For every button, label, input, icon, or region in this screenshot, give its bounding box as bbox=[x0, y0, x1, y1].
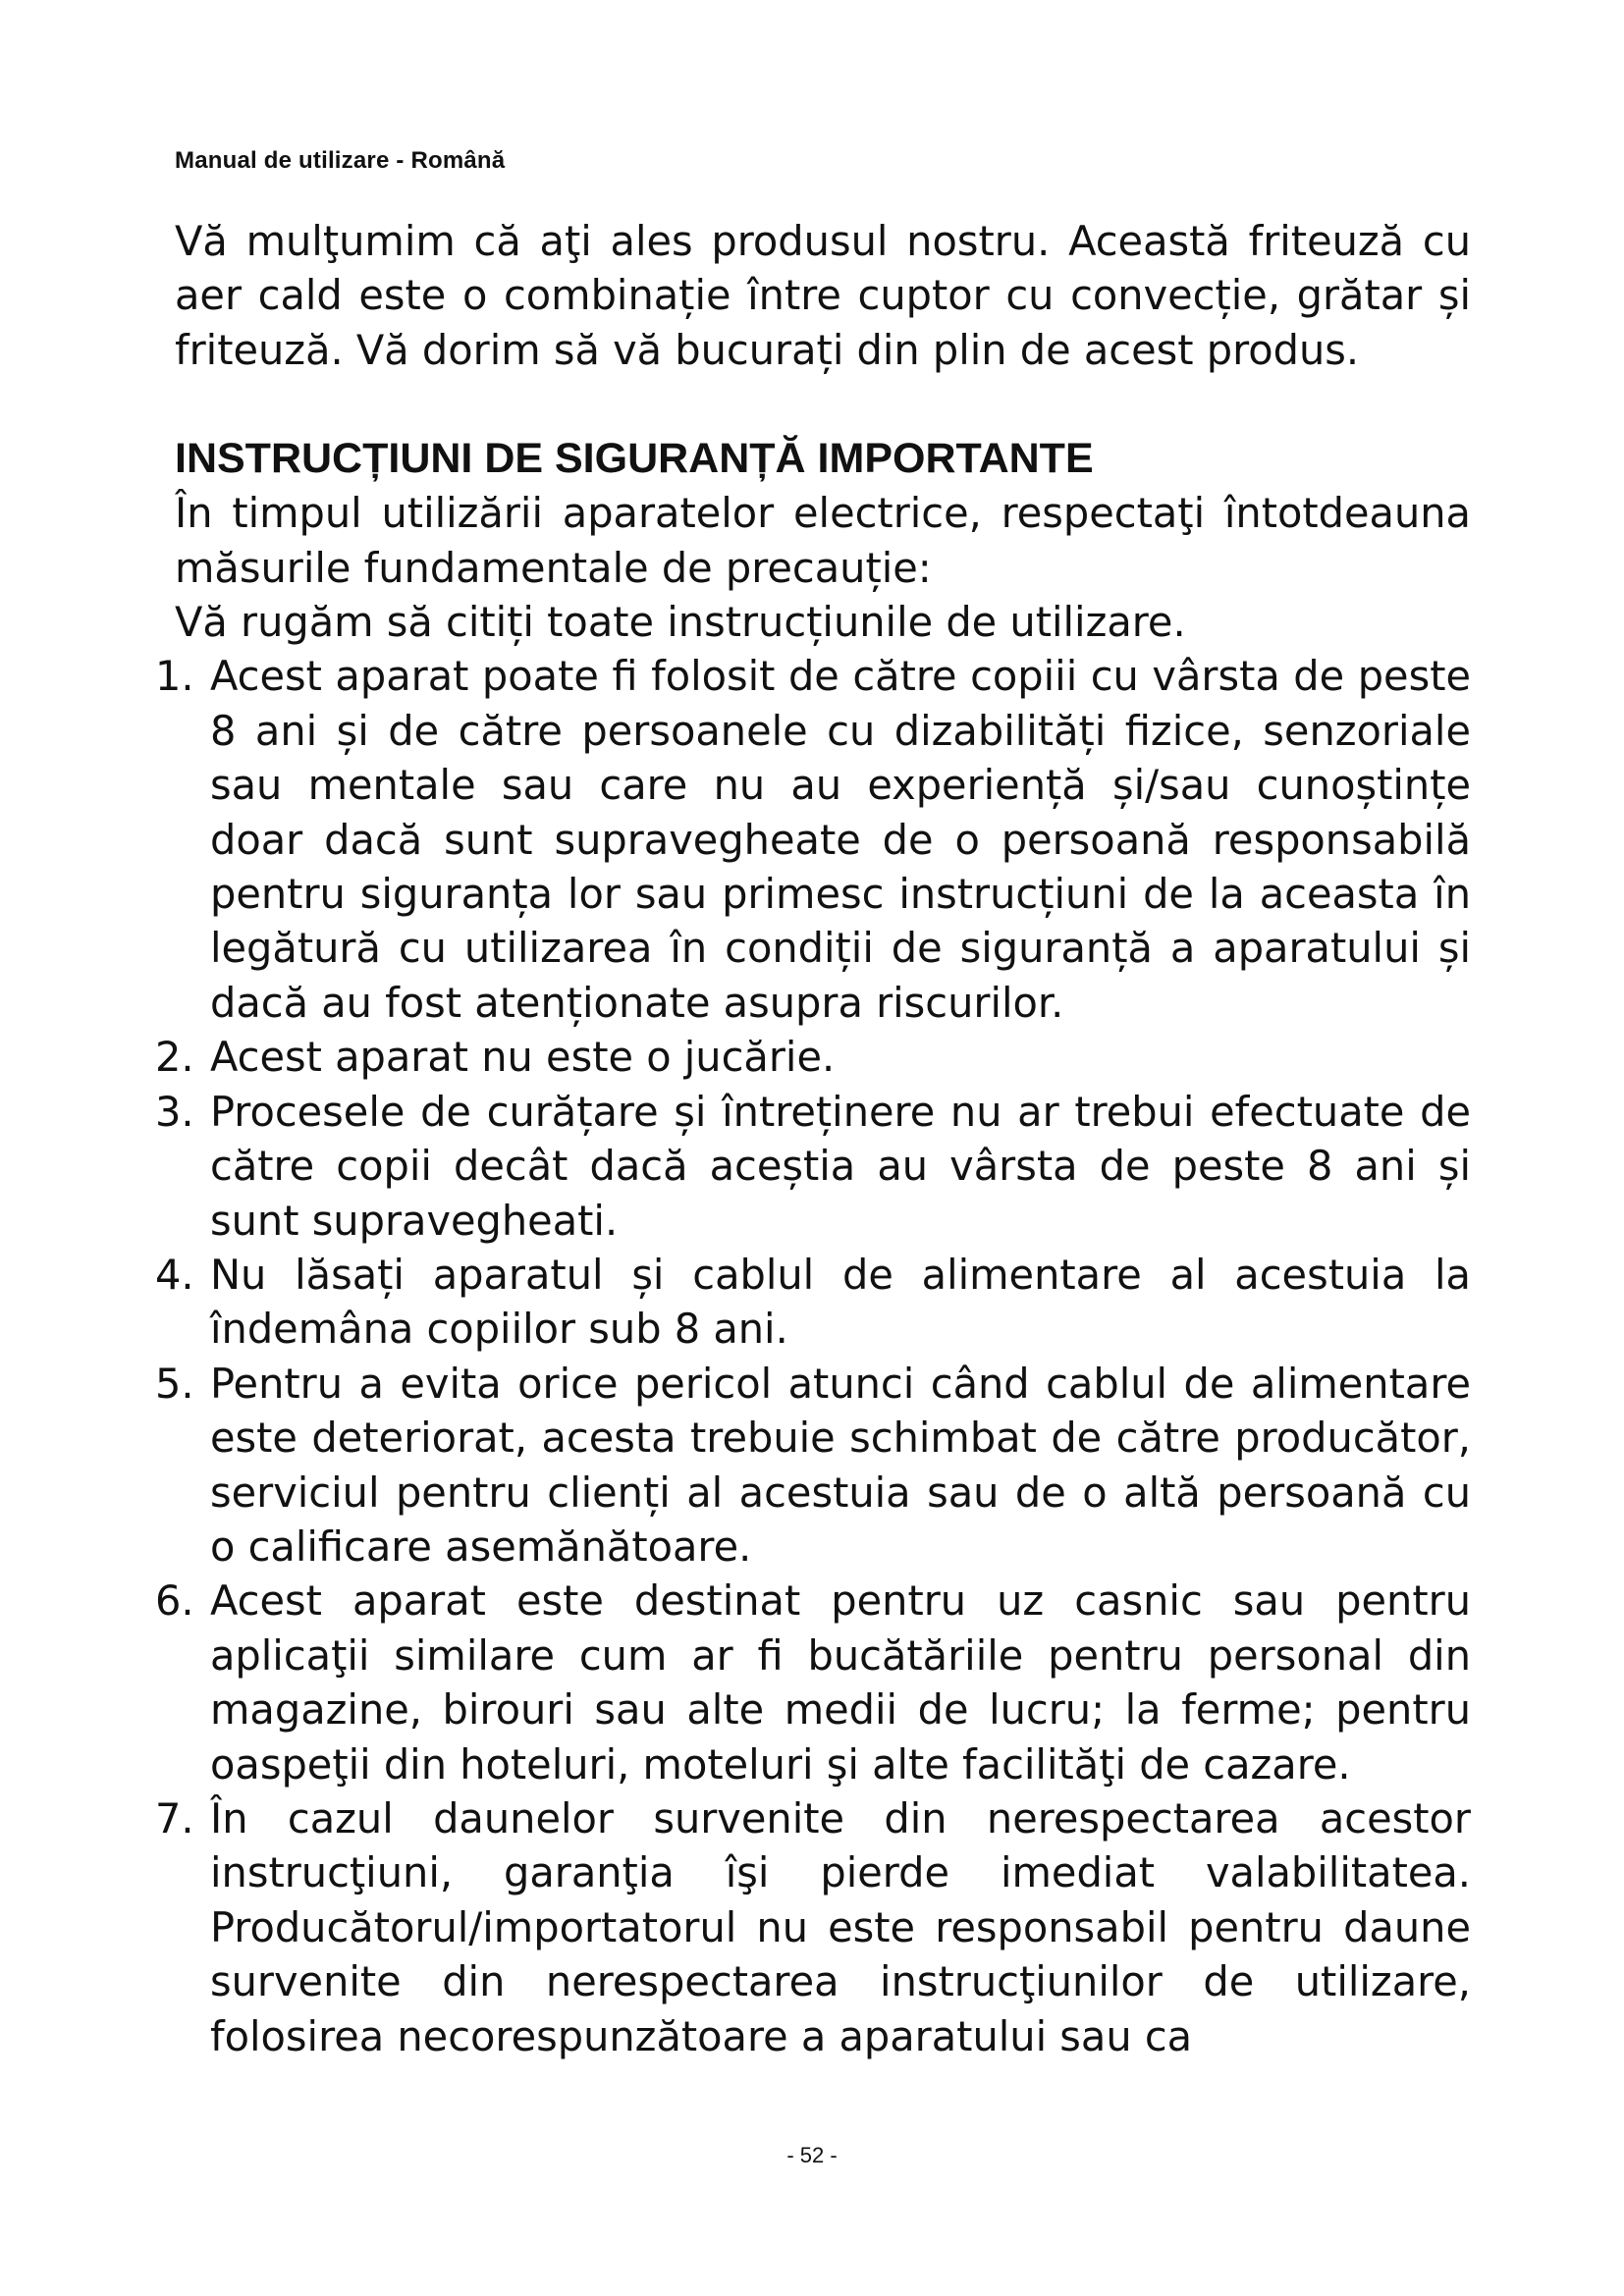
page-content bbox=[155, 214, 1471, 2063]
list-item bbox=[155, 649, 1471, 1030]
list-item-text: Pentru a evita orice pericol atunci când cablul de alimentare este deteriorat, acesta trebuie schimbat de către producător, serviciul pentru clienți al acestuia sau de o altă persoană cu o calificare asemănătoare. bbox=[210, 1359, 1471, 1571]
read-instructions-note: Vă rugăm să citiți toate instrucțiunile de utilizare. bbox=[175, 598, 1186, 647]
list-item-text: Procesele de curățare și întreținere nu ar trebui efectuate de către copii decât dacă aceștia au vârsta de peste 8 ani și sunt supravegheati. bbox=[210, 1087, 1471, 1245]
list-item-number: 4. bbox=[155, 1250, 194, 1299]
list-item-text: Acest aparat este destinat pentru uz casnic sau pentru aplicaţii similare cum ar fi bucătăriile pentru personal din magazine, birouri sau alte medii de lucru; la ferme; pentru oaspeţii din hoteluri, moteluri şi alte facilităţi de cazare. bbox=[210, 1576, 1471, 1789]
list-item-number: 1. bbox=[155, 652, 194, 701]
list-item-number: 7. bbox=[155, 1793, 194, 1842]
list-item bbox=[155, 1574, 1471, 1791]
intro-paragraph: Vă mulţumim că aţi ales produsul nostru. Această friteuză cu aer cald este o combinație între cuptor cu convecție, grătar și friteuză. Vă dorim să vă bucurați din plin de acest produs. bbox=[175, 217, 1471, 374]
list-item bbox=[155, 1248, 1471, 1357]
list-item-number: 5. bbox=[155, 1359, 194, 1408]
list-item-number: 6. bbox=[155, 1576, 194, 1626]
list-item-number: 3. bbox=[155, 1087, 194, 1136]
list-item-number: 2. bbox=[155, 1033, 194, 1082]
list-item-text: În cazul daunelor survenite din nerespectarea acestor instrucţiuni, garanţia îşi pierde imediat valabilitatea. Producătorul/importatorul nu este responsabil pentru daune survenite din nerespectarea instrucţiunilor de utilizare, folosirea necorespunzătoare a aparatului sau ca bbox=[210, 1793, 1471, 2060]
safety-instructions-list bbox=[155, 649, 1471, 2063]
running-header: Manual de utilizare - Română bbox=[175, 147, 506, 174]
page-number: - 52 - bbox=[786, 2143, 838, 2167]
list-item bbox=[155, 1030, 1471, 1084]
safety-lead-paragraph: În timpul utilizării aparatelor electrice, respectaţi întotdeauna măsurile fundamentale de precauție: bbox=[175, 489, 1471, 592]
list-item bbox=[155, 1085, 1471, 1248]
list-item-text: Acest aparat nu este o jucărie. bbox=[210, 1033, 836, 1082]
list-item-text: Acest aparat poate fi folosit de către copiii cu vârsta de peste 8 ani și de către persoanele cu dizabilități fizice, senzoriale sau mentale sau care nu au experiență și/sau cunoștințe doar dacă sunt supravegheate de o persoană responsabilă pentru siguranța lor sau primesc instrucțiuni de la aceasta în legătură cu utilizarea în condiții de siguranță a aparatului și dacă au fost atenționate asupra riscurilor. bbox=[210, 652, 1471, 1027]
list-item-text: Nu lăsați aparatul și cablul de alimentare al acestuia la îndemâna copiilor sub 8 ani. bbox=[210, 1250, 1471, 1354]
list-item bbox=[155, 1357, 1471, 1575]
section-title: INSTRUCȚIUNI DE SIGURANȚĂ IMPORTANTE bbox=[175, 435, 1094, 483]
list-item bbox=[155, 1791, 1471, 2063]
